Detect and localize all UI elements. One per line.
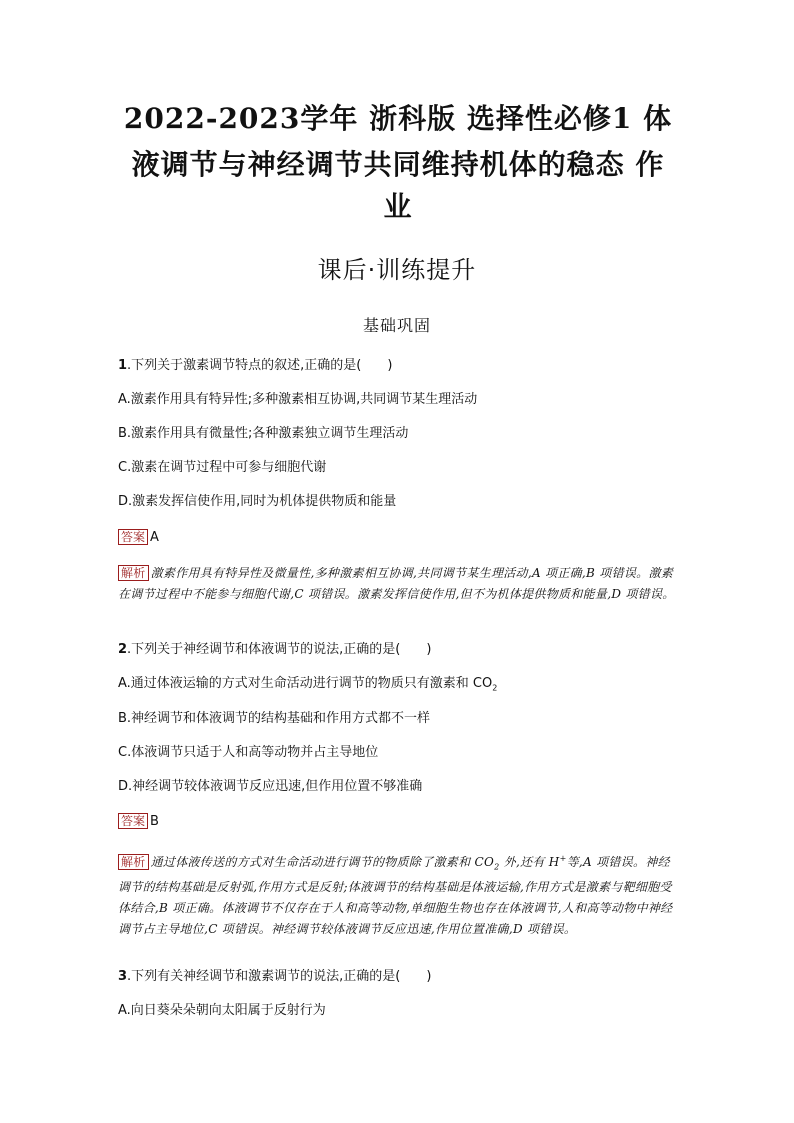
subscript: 2 (492, 683, 498, 693)
analysis-label: 解析 (118, 854, 149, 870)
question-2-analysis (118, 848, 678, 940)
question-number: 2 (118, 642, 128, 657)
superscript: + (559, 854, 567, 863)
document-title-line-1: 2022-2023学年 浙科版 选择性必修1 体 (123, 102, 673, 135)
question-2-answer (118, 813, 159, 830)
question-1-option-c: C.激素在调节过程中可参与细胞代谢 (118, 460, 327, 475)
document-subtitle: 课后·训练提升 (317, 256, 477, 284)
question-2-option-b: B.神经调节和体液调节的结构基础和作用方式都不一样 (118, 711, 431, 726)
analysis-label: 解析 (118, 565, 149, 581)
analysis-text-3: 等,A 项错误。神经调节的结构基础是反射弧,作用方式是反射;体液调节的结构基础是体液运输,作用方式是激素与靶细胞受体结合,B 项正确。体液调节不仅存在于人和高等动物,单细胞生物也存在体液调节,人和高等动物中神经调节占主导地位,C 项错误。神经调节较体液调节反应迅速,作用位置准确,D 项错误。 (118, 855, 673, 937)
question-text: .下列有关神经调节和激素调节的说法,正确的是( ) (127, 969, 432, 984)
analysis-text-2: 外,还有 H (499, 855, 560, 869)
question-3-stem (118, 969, 431, 985)
answer-label: 答案 (118, 529, 148, 545)
document-title-line-3: 业 (383, 190, 413, 223)
question-text: .下列关于神经调节和体液调节的说法,正确的是( ) (127, 642, 432, 657)
question-2-stem (118, 642, 431, 658)
question-1-stem (118, 358, 392, 374)
question-number: 1 (118, 358, 128, 373)
answer-value: B (150, 814, 159, 829)
question-2-option-c: C.体液调节只适于人和高等动物并占主导地位 (118, 745, 379, 760)
question-1-option-a: A.激素作用具有特异性;多种激素相互协调,共同调节某生理活动 (118, 392, 478, 407)
question-1-answer (118, 529, 159, 546)
answer-value: A (150, 530, 159, 545)
question-1-option-b: B.激素作用具有微量性;各种激素独立调节生理活动 (118, 426, 409, 441)
option-text: A.通过体液运输的方式对生命活动进行调节的物质只有激素和 CO (118, 676, 493, 691)
answer-label: 答案 (118, 813, 148, 829)
subscript: 2 (494, 862, 500, 872)
analysis-text-1: 通过体液传送的方式对生命活动进行调节的物质除了激素和 CO (150, 855, 495, 869)
analysis-text: 激素作用具有特异性及微量性,多种激素相互协调,共同调节某生理活动,A 项正确,B 项错误。激素在调节过程中不能参与细胞代谢,C 项错误。激素发挥信使作用,但不为机体提供物质和能量,D 项错误。 (118, 566, 675, 601)
question-1-analysis (118, 563, 678, 605)
question-2-option-d: D.神经调节较体液调节反应迅速,但作用位置不够准确 (118, 779, 423, 794)
question-text: .下列关于激素调节特点的叙述,正确的是( ) (127, 358, 393, 373)
section-heading: 基础巩固 (362, 316, 431, 335)
question-number: 3 (118, 969, 128, 984)
question-2-option-a (118, 676, 497, 697)
question-1-option-d: D.激素发挥信使作用,同时为机体提供物质和能量 (118, 494, 397, 509)
question-3-option-a: A.向日葵朵朵朝向太阳属于反射行为 (118, 1003, 326, 1018)
document-title-line-2: 液调节与神经调节共同维持机体的稳态 作 (131, 148, 665, 181)
